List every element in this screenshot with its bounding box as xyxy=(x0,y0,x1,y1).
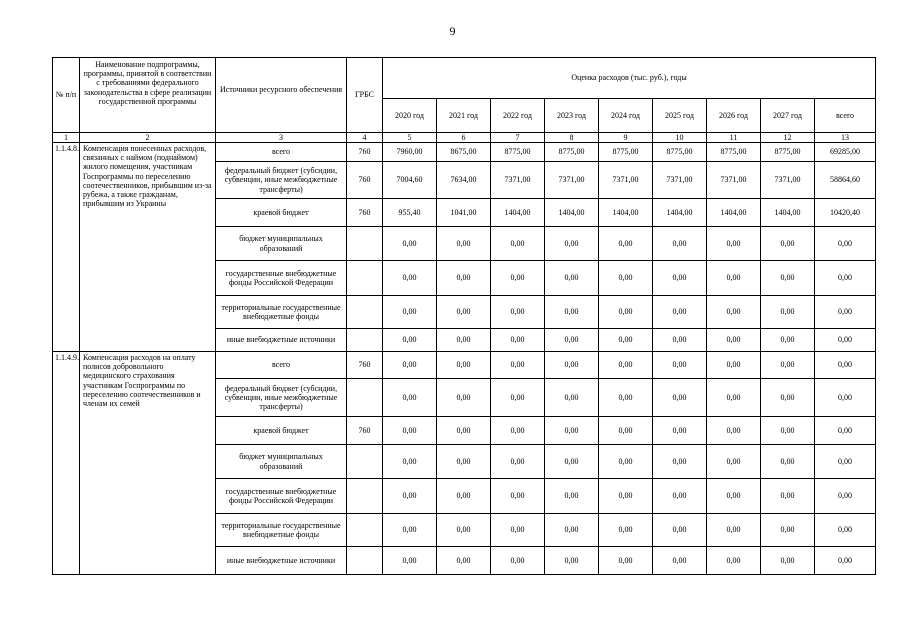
amount-cell: 0,00 xyxy=(815,261,876,296)
amount-cell: 955,40 xyxy=(383,199,437,227)
header-row xyxy=(53,58,876,99)
amount-cell: 0,00 xyxy=(815,296,876,329)
amount-cell: 0,00 xyxy=(437,352,491,379)
amount-cell: 0,00 xyxy=(437,379,491,417)
amount-cell: 1404,00 xyxy=(545,199,599,227)
amount-cell: 0,00 xyxy=(545,296,599,329)
header-year: 2023 год xyxy=(545,99,599,133)
amount-cell: 8775,00 xyxy=(761,143,815,162)
amount-cell: 0,00 xyxy=(707,227,761,261)
amount-cell: 0,00 xyxy=(383,352,437,379)
amount-cell: 7960,00 xyxy=(383,143,437,162)
amount-cell: 7004,60 xyxy=(383,162,437,199)
amount-cell: 0,00 xyxy=(437,261,491,296)
amount-cell: 1404,00 xyxy=(491,199,545,227)
amount-cell: 8775,00 xyxy=(707,143,761,162)
amount-cell: 0,00 xyxy=(761,296,815,329)
funding-source: иные внебюджетные источники xyxy=(216,329,347,352)
grbs-code: 760 xyxy=(347,199,383,227)
grbs-code xyxy=(347,296,383,329)
amount-cell: 0,00 xyxy=(491,547,545,575)
amount-cell: 0,00 xyxy=(383,329,437,352)
amount-cell: 0,00 xyxy=(815,352,876,379)
amount-cell: 0,00 xyxy=(761,227,815,261)
amount-cell: 0,00 xyxy=(761,329,815,352)
amount-cell: 0,00 xyxy=(383,445,437,479)
amount-cell: 0,00 xyxy=(437,417,491,445)
grbs-code xyxy=(347,479,383,514)
amount-cell: 0,00 xyxy=(599,445,653,479)
amount-cell: 0,00 xyxy=(437,514,491,547)
amount-cell: 0,00 xyxy=(653,379,707,417)
table-body xyxy=(53,58,876,575)
amount-cell: 0,00 xyxy=(761,514,815,547)
amount-cell: 0,00 xyxy=(653,445,707,479)
amount-cell: 7371,00 xyxy=(653,162,707,199)
amount-cell: 0,00 xyxy=(707,445,761,479)
amount-cell: 1404,00 xyxy=(761,199,815,227)
column-number: 6 xyxy=(437,133,491,143)
amount-cell: 1404,00 xyxy=(707,199,761,227)
grbs-code xyxy=(347,227,383,261)
amount-cell: 7371,00 xyxy=(599,162,653,199)
grbs-code: 760 xyxy=(347,352,383,379)
column-number: 9 xyxy=(599,133,653,143)
funding-source: бюджет муниципальных образований xyxy=(216,227,347,261)
amount-cell: 0,00 xyxy=(491,445,545,479)
section-number: 1.1.4.8. xyxy=(53,143,80,352)
header-year: 2026 год xyxy=(707,99,761,133)
amount-cell: 0,00 xyxy=(815,379,876,417)
amount-cell: 0,00 xyxy=(707,547,761,575)
amount-cell: 0,00 xyxy=(707,417,761,445)
amount-cell: 0,00 xyxy=(815,445,876,479)
amount-cell: 0,00 xyxy=(491,479,545,514)
amount-cell: 0,00 xyxy=(383,261,437,296)
section-name: Компенсация понесенных расходов, связанных с наймом (поднаймом) жилого помещения, участникам Госпрограммы по переселению соотечественников, прибывшим из-за рубежа, а также гражданам, прибывшим из Украины xyxy=(80,143,216,352)
amount-cell: 0,00 xyxy=(653,352,707,379)
grbs-code xyxy=(347,445,383,479)
amount-cell: 0,00 xyxy=(707,514,761,547)
amount-cell: 0,00 xyxy=(599,296,653,329)
amount-cell: 0,00 xyxy=(599,329,653,352)
amount-cell: 7371,00 xyxy=(545,162,599,199)
budget-table xyxy=(52,57,876,575)
amount-cell: 0,00 xyxy=(545,514,599,547)
amount-cell: 0,00 xyxy=(383,379,437,417)
amount-cell: 0,00 xyxy=(815,329,876,352)
page-number: 9 xyxy=(449,24,456,38)
header-estimate: Оценка расходов (тыс. руб.), годы xyxy=(383,58,876,99)
funding-source: государственные внебюджетные фонды Российской Федерации xyxy=(216,479,347,514)
amount-cell: 0,00 xyxy=(437,547,491,575)
header-year: всего xyxy=(815,99,876,133)
table-row xyxy=(53,352,876,379)
amount-cell: 1404,00 xyxy=(653,199,707,227)
grbs-code xyxy=(347,379,383,417)
amount-cell: 0,00 xyxy=(545,479,599,514)
amount-cell: 0,00 xyxy=(815,227,876,261)
amount-cell: 0,00 xyxy=(383,479,437,514)
amount-cell: 0,00 xyxy=(653,417,707,445)
funding-source: государственные внебюджетные фонды Российской Федерации xyxy=(216,261,347,296)
amount-cell: 0,00 xyxy=(761,479,815,514)
amount-cell: 0,00 xyxy=(599,227,653,261)
amount-cell: 0,00 xyxy=(437,445,491,479)
column-number: 3 xyxy=(216,133,347,143)
amount-cell: 0,00 xyxy=(761,547,815,575)
amount-cell: 1041,00 xyxy=(437,199,491,227)
amount-cell: 0,00 xyxy=(491,352,545,379)
funding-source: всего xyxy=(216,143,347,162)
grbs-code xyxy=(347,514,383,547)
amount-cell: 0,00 xyxy=(761,261,815,296)
funding-source: всего xyxy=(216,352,347,379)
column-number: 2 xyxy=(80,133,216,143)
amount-cell: 0,00 xyxy=(491,227,545,261)
column-number: 5 xyxy=(383,133,437,143)
amount-cell: 7634,00 xyxy=(437,162,491,199)
amount-cell: 7371,00 xyxy=(707,162,761,199)
amount-cell: 0,00 xyxy=(599,261,653,296)
amount-cell: 69285,00 xyxy=(815,143,876,162)
column-number: 1 xyxy=(53,133,80,143)
amount-cell: 0,00 xyxy=(599,417,653,445)
amount-cell: 0,00 xyxy=(815,479,876,514)
amount-cell: 0,00 xyxy=(383,514,437,547)
amount-cell: 0,00 xyxy=(707,479,761,514)
amount-cell: 0,00 xyxy=(599,352,653,379)
funding-source: территориальные государственные внебюджетные фонды xyxy=(216,514,347,547)
header-source: Источники ресурсного обеспечения xyxy=(216,58,347,133)
section-name: Компенсация расходов на оплату полисов добровольного медицинского страхования участникам Госпрограммы по переселению соотечественников и членам их семей xyxy=(80,352,216,575)
column-number: 12 xyxy=(761,133,815,143)
amount-cell: 0,00 xyxy=(491,417,545,445)
header-num: № п/п xyxy=(53,58,80,133)
amount-cell: 0,00 xyxy=(707,296,761,329)
amount-cell: 7371,00 xyxy=(491,162,545,199)
amount-cell: 0,00 xyxy=(653,227,707,261)
amount-cell: 0,00 xyxy=(545,379,599,417)
column-number-row xyxy=(53,133,876,143)
amount-cell: 0,00 xyxy=(491,514,545,547)
header-year: 2027 год xyxy=(761,99,815,133)
header-year: 2021 год xyxy=(437,99,491,133)
amount-cell: 0,00 xyxy=(491,329,545,352)
header-year: 2024 год xyxy=(599,99,653,133)
header-year: 2022 год xyxy=(491,99,545,133)
table-row xyxy=(53,143,876,162)
amount-cell: 0,00 xyxy=(545,445,599,479)
amount-cell: 8675,00 xyxy=(437,143,491,162)
amount-cell: 0,00 xyxy=(707,379,761,417)
amount-cell: 0,00 xyxy=(761,417,815,445)
amount-cell: 0,00 xyxy=(437,479,491,514)
column-number: 13 xyxy=(815,133,876,143)
header-year: 2020 год xyxy=(383,99,437,133)
grbs-code xyxy=(347,547,383,575)
amount-cell: 0,00 xyxy=(707,329,761,352)
amount-cell: 0,00 xyxy=(653,329,707,352)
amount-cell: 58864,60 xyxy=(815,162,876,199)
amount-cell: 1404,00 xyxy=(599,199,653,227)
amount-cell: 0,00 xyxy=(491,261,545,296)
funding-source: федеральный бюджет (субсидии, субвенции, иные межбюджетные трансферты) xyxy=(216,379,347,417)
header-grbs: ГРБС xyxy=(347,58,383,133)
amount-cell: 0,00 xyxy=(437,329,491,352)
amount-cell: 0,00 xyxy=(761,352,815,379)
column-number: 11 xyxy=(707,133,761,143)
amount-cell: 0,00 xyxy=(653,547,707,575)
amount-cell: 0,00 xyxy=(437,296,491,329)
funding-source: территориальные государственные внебюджетные фонды xyxy=(216,296,347,329)
amount-cell: 0,00 xyxy=(437,227,491,261)
header-year: 2025 год xyxy=(653,99,707,133)
funding-source: федеральный бюджет (субсидии, субвенции, иные межбюджетные трансферты) xyxy=(216,162,347,199)
grbs-code: 760 xyxy=(347,162,383,199)
amount-cell: 0,00 xyxy=(383,547,437,575)
amount-cell: 0,00 xyxy=(383,296,437,329)
amount-cell: 0,00 xyxy=(653,514,707,547)
amount-cell: 0,00 xyxy=(491,296,545,329)
amount-cell: 0,00 xyxy=(383,417,437,445)
amount-cell: 0,00 xyxy=(383,227,437,261)
amount-cell: 8775,00 xyxy=(491,143,545,162)
grbs-code: 760 xyxy=(347,143,383,162)
amount-cell: 8775,00 xyxy=(545,143,599,162)
funding-source: иные внебюджетные источники xyxy=(216,547,347,575)
column-number: 8 xyxy=(545,133,599,143)
funding-source: бюджет муниципальных образований xyxy=(216,445,347,479)
amount-cell: 0,00 xyxy=(653,261,707,296)
column-number: 4 xyxy=(347,133,383,143)
amount-cell: 0,00 xyxy=(761,379,815,417)
amount-cell: 0,00 xyxy=(545,417,599,445)
amount-cell: 8775,00 xyxy=(653,143,707,162)
amount-cell: 0,00 xyxy=(653,296,707,329)
amount-cell: 0,00 xyxy=(545,329,599,352)
column-number: 7 xyxy=(491,133,545,143)
amount-cell: 0,00 xyxy=(545,352,599,379)
amount-cell: 0,00 xyxy=(545,227,599,261)
funding-source: краевой бюджет xyxy=(216,417,347,445)
header-name: Наименование подпрограммы, программы, принятой в соответствии с требованиями федерального законодательства в сфере реализации государственной программы xyxy=(80,58,216,133)
amount-cell: 0,00 xyxy=(599,379,653,417)
column-number: 10 xyxy=(653,133,707,143)
amount-cell: 8775,00 xyxy=(599,143,653,162)
amount-cell: 0,00 xyxy=(653,479,707,514)
funding-source: краевой бюджет xyxy=(216,199,347,227)
amount-cell: 0,00 xyxy=(491,379,545,417)
amount-cell: 0,00 xyxy=(599,547,653,575)
amount-cell: 0,00 xyxy=(815,417,876,445)
amount-cell: 0,00 xyxy=(815,514,876,547)
amount-cell: 0,00 xyxy=(761,445,815,479)
amount-cell: 10420,40 xyxy=(815,199,876,227)
amount-cell: 0,00 xyxy=(545,261,599,296)
grbs-code xyxy=(347,329,383,352)
amount-cell: 0,00 xyxy=(815,547,876,575)
grbs-code xyxy=(347,261,383,296)
amount-cell: 0,00 xyxy=(599,479,653,514)
amount-cell: 7371,00 xyxy=(761,162,815,199)
amount-cell: 0,00 xyxy=(707,352,761,379)
section-number: 1.1.4.9. xyxy=(53,352,80,575)
amount-cell: 0,00 xyxy=(707,261,761,296)
grbs-code: 760 xyxy=(347,417,383,445)
amount-cell: 0,00 xyxy=(545,547,599,575)
amount-cell: 0,00 xyxy=(599,514,653,547)
